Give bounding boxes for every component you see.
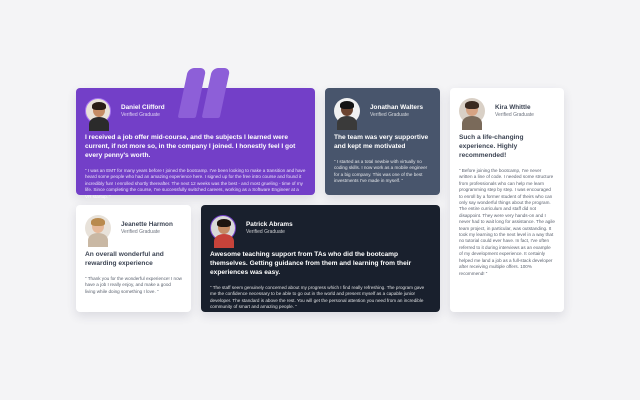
testimonial-body: “ I was an EMT for many years before I joined the bootcamp. I've been looking to make a transition and have heard some people who had an amazing experience here. I signed up for the free intro course and found it incredibly fun! I enrolled shortly thereafter. The next 12 weeks was the best - and most grueling - time of my life. Since completing the course, I've successfully switched careers, working as a Software Engineer at a VR startup. ” <box>85 168 306 199</box>
avatar <box>334 98 360 124</box>
testimonial-card-jeanette <box>76 205 191 312</box>
author-name: Patrick Abrams <box>246 220 293 228</box>
testimonial-body: “ The staff seem genuinely concerned about my progress which I find really refreshing. The program gave me the confidence necessary to be able to go out in the world and present myself as a capable junior developer. The standard is above the rest. You will get the personal attention you need from an incredible community of smart and amazing people. ” <box>210 285 425 310</box>
testimonial-card-kira <box>450 88 564 312</box>
testimonial-body: “ Thank you for the wonderful experience! I now have a job I really enjoy, and make a good living while doing something I love. ” <box>85 276 182 294</box>
card-header <box>85 215 182 241</box>
card-header <box>210 215 431 241</box>
author-role: Verified Graduate <box>121 228 160 235</box>
testimonial-card-daniel <box>76 88 315 199</box>
avatar <box>210 215 236 241</box>
avatar <box>85 98 111 124</box>
author-name: Jeanette Harmon <box>121 220 173 228</box>
testimonial-card-jonathan <box>325 88 440 195</box>
author-role: Verified Graduate <box>495 111 534 118</box>
author-role: Verified Graduate <box>370 111 409 118</box>
testimonial-headline: Such a life-changing experience. Highly recommended! <box>459 134 524 159</box>
testimonial-body: “ I started as a total newbie with virtually no coding skills. I now work as a mobile engineer for a big company. This was one of the best investments I've made in myself. ” <box>334 159 428 184</box>
testimonial-headline: An overall wonderful and rewarding experience <box>85 251 164 267</box>
avatar <box>459 98 485 124</box>
card-header <box>85 98 306 124</box>
author-role: Verified Graduate <box>246 228 285 235</box>
testimonial-headline: Awesome teaching support from TAs who did the bootcamp themselves. Getting guidance from them and learning from their experiences was easy. <box>210 251 412 276</box>
avatar <box>85 215 111 241</box>
author-name: Daniel Clifford <box>121 103 165 111</box>
testimonial-headline: I received a job offer mid-course, and the subjects I learned were current, if not more so, in the company I joined. I honestly feel I got every penny's worth. <box>85 134 296 159</box>
card-header <box>334 98 431 124</box>
author-name: Jonathan Walters <box>370 103 424 111</box>
author-role: Verified Graduate <box>121 111 160 118</box>
testimonial-body: “ Before joining the bootcamp, I've never written a line of code. I needed some structure from professionals who can help me learn programming step by step. I was encouraged to enroll by a former student of theirs who can only say wonderful things about the program. The entire curriculum and staff did not disappoint. They were very hands-on and I never had to wait long for assistance. The agile team project, in particular, was outstanding. It took my learning to the next level in a way that no tutorial could ever have. In fact, I've often referred to it during interviews as an example of my development experience. It certainly helped me land a job as a full-stack developer after receiving multiple offers. 100% recommend! ” <box>459 168 555 276</box>
testimonial-card-patrick <box>201 205 440 312</box>
card-header <box>459 98 555 124</box>
author-name: Kira Whittle <box>495 103 531 111</box>
testimonial-headline: The team was very supportive and kept me motivated <box>334 134 429 150</box>
